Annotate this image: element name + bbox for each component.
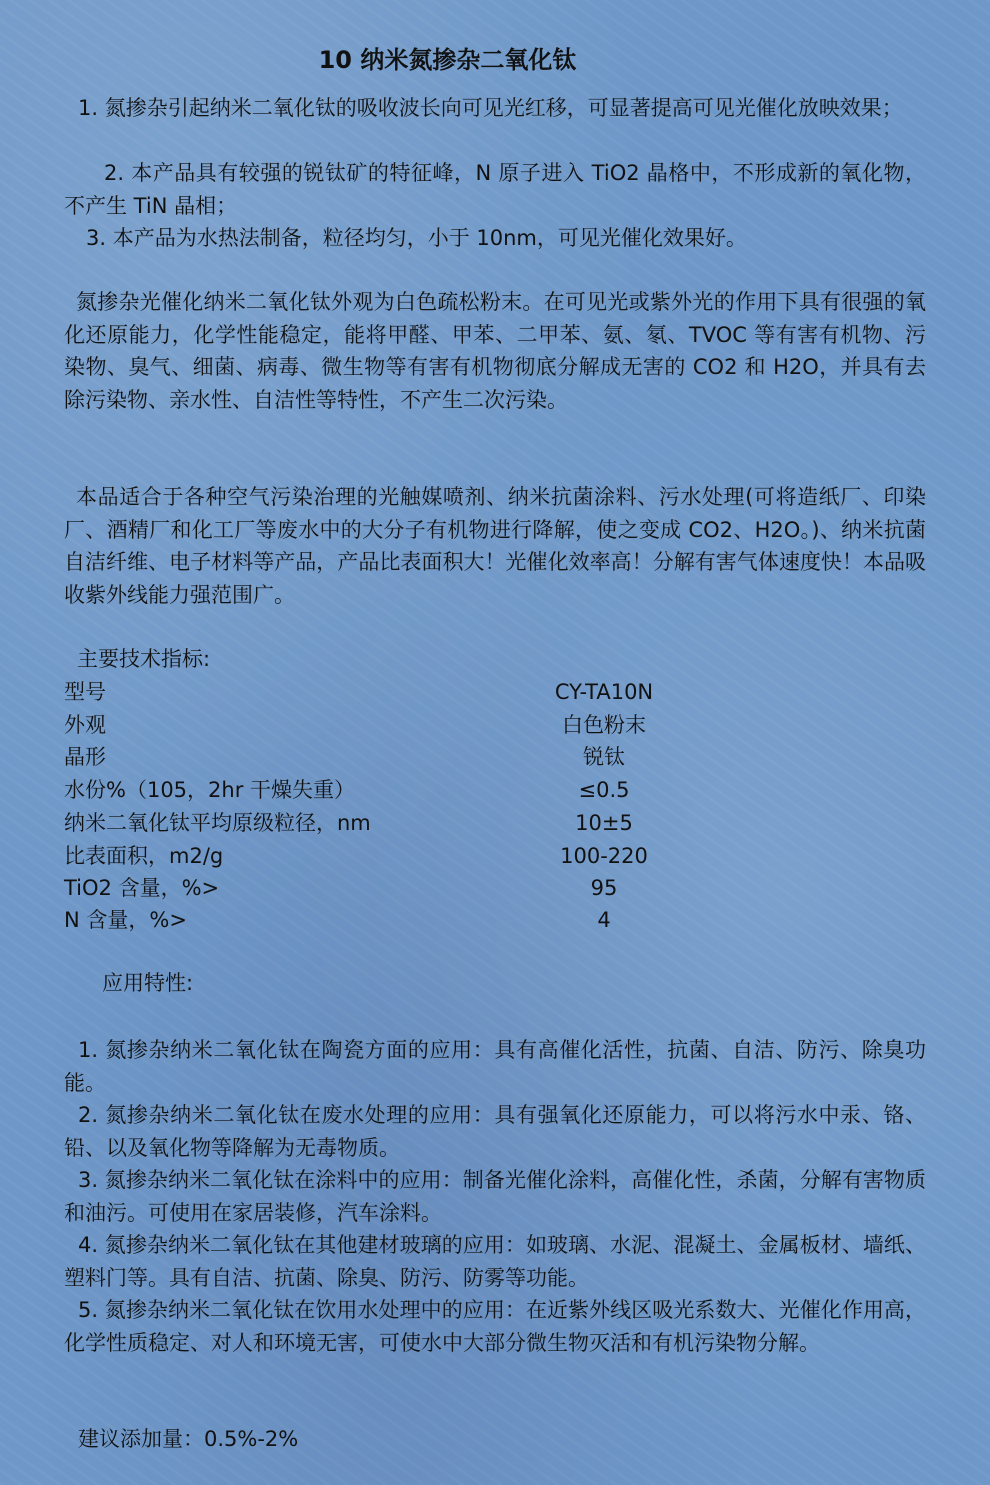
spec-value: 95 [590,876,618,900]
spec-name: N 含量，%> [64,908,187,932]
spec-row [64,676,764,709]
usage-paragraph: 本品适合于各种空气污染治理的光触媒喷剂、纳米抗菌涂料、污水处理(可将造纸厂、印染厂、酒精厂和化工厂等废水中的大分子有机物进行降解，使之变成 CO2、H2O。)、纳米抗菌自洁纤维、电子材料等产品，产品比表面积大！光催化效率高！分解有害气体速度快！本品吸收紫外线能力强范围广。 [64,485,926,607]
description-paragraph: 氮掺杂光催化纳米二氧化钛外观为白色疏松粉末。在可见光或紫外光的作用下具有很强的氧化还原能力，化学性能稳定，能将甲醛、甲苯、二甲苯、氨、氡、TVOC 等有害有机物、污染物、臭气、细菌、病毒、微生物等有害有机物彻底分解成无害的 CO2 和 H2O，并具有去除污染物、亲水性、自洁性等特性，不产生二次污染。 [64,290,926,412]
spec-row [64,807,764,840]
feature-item-1: 1. 氮掺杂引起纳米二氧化钛的吸收波长向可见光红移，可显著提高可见光催化放映效果； [78,96,903,120]
specs-heading: 主要技术指标: [77,647,211,671]
spec-row [64,872,764,905]
spec-value: 10±5 [575,811,633,835]
application-item-3: 3. 氮掺杂纳米二氧化钛在涂料中的应用：制备光催化涂料，高催化性，杀菌，分解有害物质和油污。可使用在家居装修，汽车涂料。 [64,1168,926,1225]
feature-item-3: 3. 本产品为水热法制备，粒径均匀，小于 10nm，可见光催化效果好。 [86,226,747,250]
spec-name: 水份%（105，2hr 干燥失重） [64,778,356,802]
spec-name: 型号 [64,680,106,704]
spec-row [64,709,764,742]
dosage-recommendation: 建议添加量：0.5%-2% [78,1427,299,1451]
application-item-4: 4. 氮掺杂纳米二氧化钛在其他建材玻璃的应用：如玻璃、水泥、混凝土、金属板材、墙纸、塑料门等。具有自洁、抗菌、除臭、防污、防雾等功能。 [64,1233,926,1290]
spec-value: 100-220 [560,844,648,868]
spec-row [64,840,764,873]
feature-item-2: 2. 本产品具有较强的锐钛矿的特征峰，N 原子进入 TiO2 晶格中，不形成新的氧化物，不产生 TiN 晶相； [64,161,926,218]
spec-value: 白色粉末 [562,713,646,737]
application-item-1: 1. 氮掺杂纳米二氧化钛在陶瓷方面的应用：具有高催化活性，抗菌、自洁、防污、除臭功能。 [64,1038,926,1095]
spec-row [64,904,764,937]
spec-value: 锐钛 [583,745,625,769]
applications-heading: 应用特性: [102,971,194,995]
application-item-5: 5. 氮掺杂纳米二氧化钛在饮用水处理中的应用：在近紫外线区吸光系数大、光催化作用高，化学性质稳定、对人和环境无害，可使水中大部分微生物灭活和有机污染物分解。 [64,1298,926,1355]
spec-value: CY-TA10N [554,680,654,704]
spec-name: TiO2 含量，%> [64,876,220,900]
spec-name: 比表面积，m2/g [64,844,224,868]
application-item-2: 2. 氮掺杂纳米二氧化钛在废水处理的应用：具有强氧化还原能力，可以将污水中汞、铬、铅、以及氧化物等降解为无毒物质。 [64,1103,926,1160]
spec-row [64,774,764,807]
spec-name: 晶形 [64,745,106,769]
spec-value: ≤0.5 [578,778,630,802]
spec-name: 外观 [64,713,106,737]
spec-value: 4 [597,908,611,932]
spec-name: 纳米二氧化钛平均原级粒径，nm [64,811,371,835]
page-title: 10 纳米氮掺杂二氧化钛 [318,46,577,74]
spec-row [64,741,764,774]
